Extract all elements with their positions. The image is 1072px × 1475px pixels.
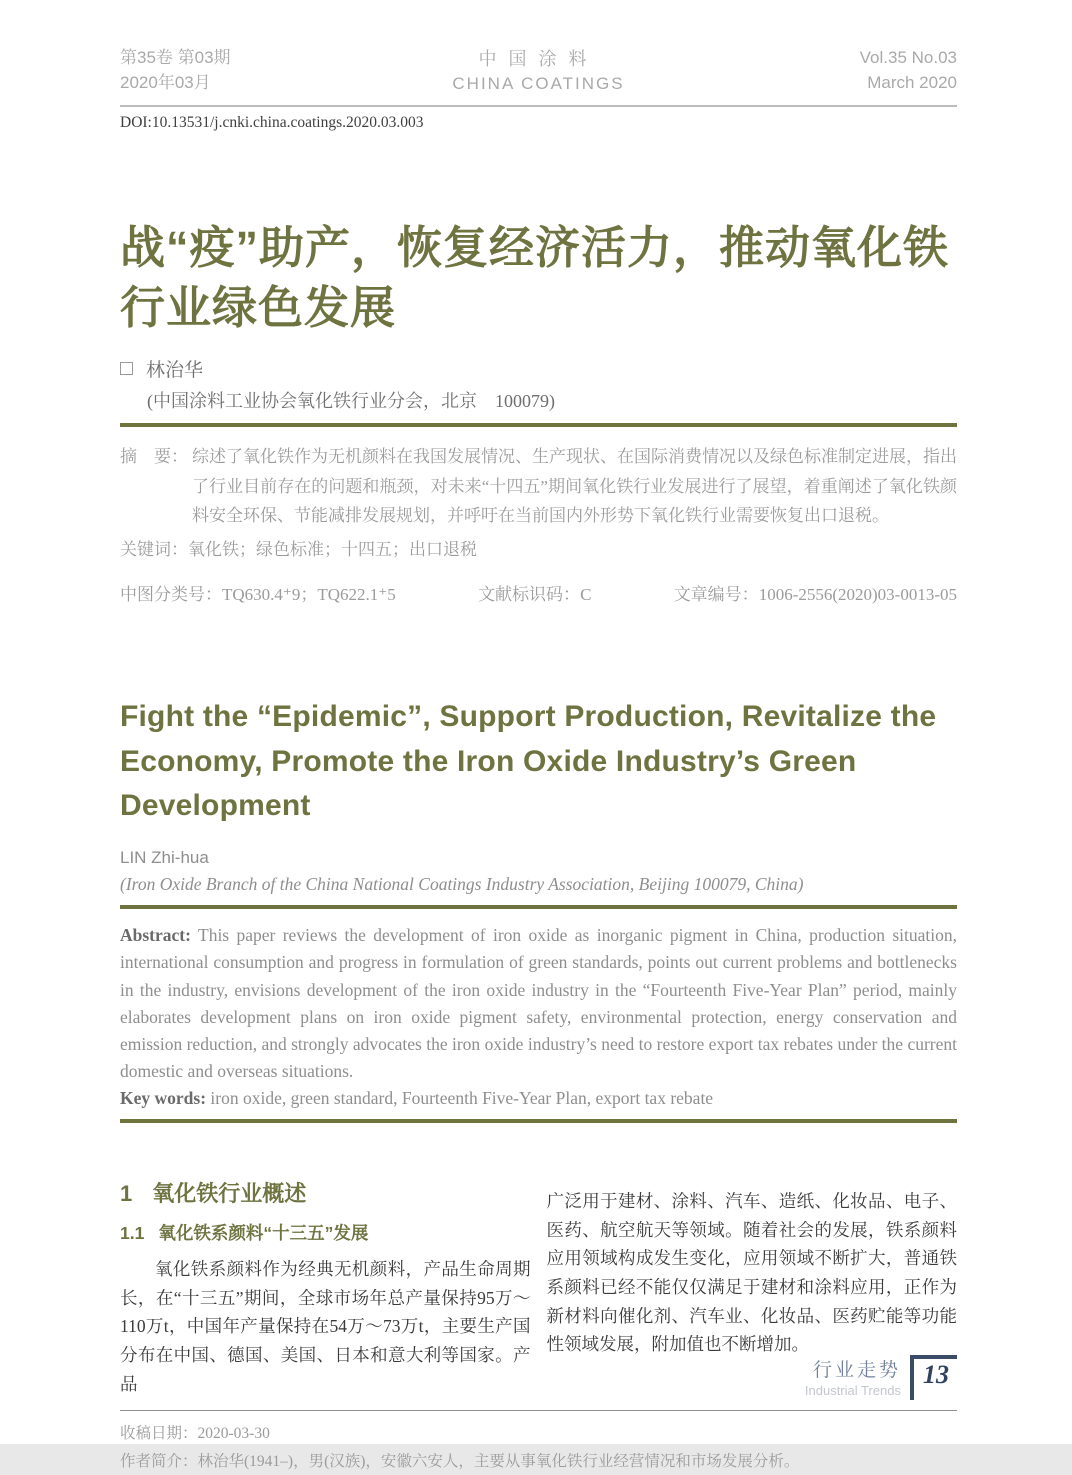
received-date-label: 收稿日期： xyxy=(120,1425,198,1443)
abstract-label-cn: 摘 要： xyxy=(120,447,188,467)
divider-olive-1 xyxy=(120,423,957,427)
article-number: 文章编号：1006-2556(2020)03-0013-05 xyxy=(673,585,957,605)
keywords-text-cn: 氧化铁；绿色标准；十四五；出口退税 xyxy=(188,540,477,560)
keywords-en xyxy=(120,1088,957,1109)
article-title-cn-line2: 行业绿色发展 xyxy=(120,281,397,333)
article-title-en: Fight the “Epidemic”, Support Production, Revitalize the Economy, Promote the Iron Oxide Industry’s Green Development xyxy=(120,700,937,822)
body-paragraph-right: 广泛用于建材、涂料、汽车、造纸、化妆品、电子、医药、航空航天等领域。随着社会的发展，铁系颜料应用领域构成发生变化，应用领域不断扩大，普通铁系颜料已经不能仅仅满足于建材和涂料应用，正作为新材料向催化剂、汽车业、化妆品、医药贮能等功能性领域发展，附加值也不断增加。 xyxy=(546,1191,957,1355)
footnote xyxy=(120,1410,957,1474)
article-title-cn-line1: 战“疫”助产，恢复经济活力，推动氧化铁 xyxy=(120,221,950,273)
journal-name xyxy=(340,46,737,97)
square-bullet-icon xyxy=(120,362,133,375)
author-bio-line xyxy=(120,1448,957,1475)
section-1-1-title: 氧化铁系颜料“十三五”发展 xyxy=(158,1223,369,1244)
author-row xyxy=(120,355,957,382)
journal-name-cn: 中国涂料 xyxy=(478,49,599,69)
clc-number: 中图分类号：TQ630.4⁺9；TQ622.1⁺5 xyxy=(120,585,396,605)
author-cn: 林治华 xyxy=(146,360,204,382)
section-1-number: 1 xyxy=(120,1181,133,1207)
author-bio-label: 作者简介： xyxy=(120,1452,198,1470)
received-date-line xyxy=(120,1420,957,1447)
volume-issue-en xyxy=(737,46,957,95)
affiliation-cn: (中国涂料工业协会氧化铁行业分会，北京 100079) xyxy=(147,391,555,412)
article-title-cn xyxy=(120,218,957,338)
author-en: LIN Zhi-hua xyxy=(120,848,209,868)
keywords-label-cn: 关键词： xyxy=(120,540,188,560)
section-1-title: 氧化铁行业概述 xyxy=(152,1181,307,1207)
keywords-label-en: Key words: xyxy=(120,1088,207,1109)
affiliation-en: (Iron Oxide Branch of the China National Coatings Industry Association, Beijing 100079, China) xyxy=(120,874,804,895)
section-1-1-number: 1.1 xyxy=(120,1223,145,1244)
document-code: 文献标识码：C xyxy=(478,585,592,605)
keywords-text-en: iron oxide, green standard, Fourteenth Five-Year Plan, export tax rebate xyxy=(206,1088,714,1109)
date-line-en: March 2020 xyxy=(867,72,957,92)
header-divider xyxy=(120,105,957,107)
divider-olive-2 xyxy=(120,905,957,909)
abstract-text-en: This paper reviews the development of iron oxide as inorganic pigment in China, production situation, international consumption and progress in formulation of green standards, points out current problems and bottlenecks in the industry, envisions development of the iron oxide industry in the “Fourteenth Five-Year Plan” period, mainly elaborates development plans on iron oxide pigment safety, environmental protection, energy conservation and emission reduction, and strongly advocates the iron oxide industry’s need to restore export tax rebates under the current domestic and overseas situations. xyxy=(120,925,957,1081)
divider-olive-3 xyxy=(120,1119,957,1123)
section-1-heading xyxy=(120,1177,531,1208)
author-bio: 林治华(1941–)，男(汉族)，安徽六安人，主要从事氧化铁行业经营情况和市场发展分析。 xyxy=(197,1452,800,1470)
page-number: 13 xyxy=(923,1360,949,1389)
section-1-1-heading xyxy=(120,1220,531,1245)
left-column xyxy=(120,1177,531,1398)
body-paragraph-left: 氧化铁系颜料作为经典无机颜料，产品生命周期长，在“十三五”期间，全球市场年总产量保持95万～110万t，中国年产量保持在54万～73万t，主要生产国分布在中国、德国、美国、日本和意大利等国家。产品 xyxy=(120,1259,531,1394)
date-line-cn: 2020年03月 xyxy=(120,72,211,92)
doi: DOI:10.13531/j.cnki.china.coatings.2020.03.003 xyxy=(120,113,424,131)
journal-header xyxy=(120,46,957,97)
page-number-box xyxy=(910,1355,957,1400)
volume-line-cn: 第35卷 第03期 xyxy=(120,48,231,67)
received-date: 2020-03-30 xyxy=(197,1425,270,1443)
abstract-cn xyxy=(120,442,957,530)
keywords-cn xyxy=(120,535,957,560)
classification-row xyxy=(120,580,957,605)
footer-section-en: Industrial Trends xyxy=(804,1383,901,1398)
abstract-text-cn: 综述了氧化铁作为无机颜料在我国发展情况、生产现状、在国际消费情况以及绿色标准制定进展，指出了行业目前存在的问题和瓶颈，对未来“十四五”期间氧化铁行业发展进行了展望，着重阐述了氧化铁颜料安全环保、节能减排发展规划，并呼吁在当前国内外形势下氧化铁行业需要恢复出口退税。 xyxy=(192,447,957,525)
footer-section-labels xyxy=(805,1355,901,1398)
volume-issue-cn xyxy=(120,46,340,95)
footer-section-cn: 行业走势 xyxy=(812,1360,901,1381)
abstract-en xyxy=(120,922,957,1085)
journal-name-en: CHINA COATINGS xyxy=(452,74,625,94)
abstract-label-en: Abstract: xyxy=(120,925,191,946)
page-footer xyxy=(805,1351,957,1400)
volume-line-en: Vol.35 No.03 xyxy=(859,48,957,67)
